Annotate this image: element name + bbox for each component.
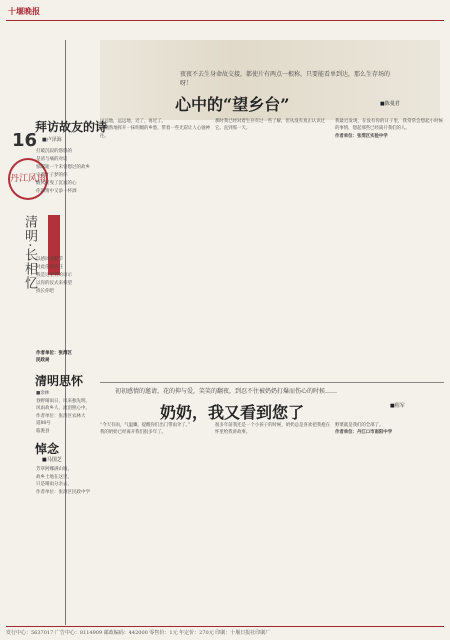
paragraph: 翩翩然地挥开一抹明媚的乡愁，带着一些光彩让人心驰神往。 [100,126,210,139]
article-body [36,390,96,435]
article-author: ■程军 [390,403,405,409]
article-column [335,422,443,437]
header-divider [6,20,444,21]
seal-text: 丹江风雨 [10,174,47,184]
poem-line: 惊醒逝一个未曾想过的故乡 [36,165,90,170]
paragraph: 我的奶奶已经离开我们很多年了。 [100,430,166,436]
body-line: 只是晴雨分亲去， [36,482,72,487]
poem-line: 醒风摇曳了沉寂的心 [36,181,77,186]
article-column [335,118,443,140]
article-author: ■卢泽海 [42,137,62,143]
article-column [215,118,325,133]
footer-divider [6,626,444,627]
body-line: 风雨故乡人，流泪照心中。 [36,406,90,411]
author-affiliation [36,350,96,364]
body-line: 作者单位：张湾区民政中学 [36,489,90,495]
section-divider [100,382,444,383]
main-article-author: ■陈曼君 [380,101,400,107]
poem-line: 我是这里者的请示 [36,273,72,278]
body-line: 道88号 [36,421,51,426]
paragraph: 很多年前我还是一个小孩子的时候，奶奶总是喜欢把我抱在怀里给我讲故事。 [215,423,330,436]
footer-info: 发行中心：5637017 广告中心：8114909 邮政编码：442000 零售价：1元 年定价：270元 印刷：十堰日报社印刷厂 [6,630,271,636]
poem-line: 对此你的信任 [36,265,63,270]
poem-line: 是清与痛的对话 [36,157,68,162]
newspaper-logo: 十堰晚报 [8,6,40,16]
paragraph: 远远地，远远地，近了，再近了。 [100,119,166,124]
poem-body-2 [36,256,96,296]
article-column [100,422,210,437]
poem-line: 你深情中又添一杯酒 [36,189,77,194]
body-line: 芳草阿娜满山坡， [36,467,72,472]
paragraph: 野菜就是我们的全部了。 [335,423,384,428]
article-intro: 初初感情的邀请，花的抑与爱，笑笑的翻夜，到忍不住被奶奶打爆而伤心的时候…… [115,388,338,395]
article-title: 清明思怀 [35,374,84,388]
article-author: ■马国芝 [42,457,62,463]
paragraph: 那时我已经对着生存有过一些了解，但从没有真正认识过它。直到那一天。 [215,119,325,132]
affiliation-line: 民政局 [36,358,50,363]
body-line: 故乡土地在这里， [36,474,72,480]
body-line: 春野晴雨日，风来独先明。 [36,398,90,404]
paragraph: “今天有雨，气温骤，提醒你们出门带雨伞了。” [100,423,191,428]
affiliation-line: 作者单位：张湾区 [36,351,72,356]
poem-line: 以你的仪式来相望 [36,281,72,286]
article-title: 奶奶，我又看到您了 [160,403,305,422]
main-article-title: 心中的“望乡台” [175,95,290,114]
article-title: 悼念 [35,442,60,456]
poem-line: 以感同的鼓节 [36,257,63,262]
article-column [215,422,330,437]
poem-line: 找长你吧 [36,289,54,294]
poem-body [36,148,96,196]
body-line: 临洮县 [36,428,50,434]
article-column [100,118,210,140]
poem-line: 打破沉寂的悠悠的 [36,149,72,154]
column-title: 清明·长相忆 [22,215,37,291]
poem-line: 守着才子梦的你 [36,173,68,178]
author-affiliation: 作者单位：丹江口市南阳中学 [335,430,393,436]
article-author: ■余林 [36,391,50,396]
article-body [36,466,96,496]
paragraph: 我最近发现，在没有你的日子里，我常常会想起小时候的事情，想起那些已经离开我们的人。 [335,119,443,132]
article-intro: 夜夜不去生身命故交接，都使片有两点一根称，只要能看单到达，那么生存场的呀！ [180,71,391,87]
author-affiliation: 作者单位：张湾区实验中学 [335,133,388,139]
article-title: 拜访故友的诗 [35,120,108,134]
body-line: 作者单位：张湾区农林大 [36,413,86,419]
page-number: 16 [12,130,38,151]
